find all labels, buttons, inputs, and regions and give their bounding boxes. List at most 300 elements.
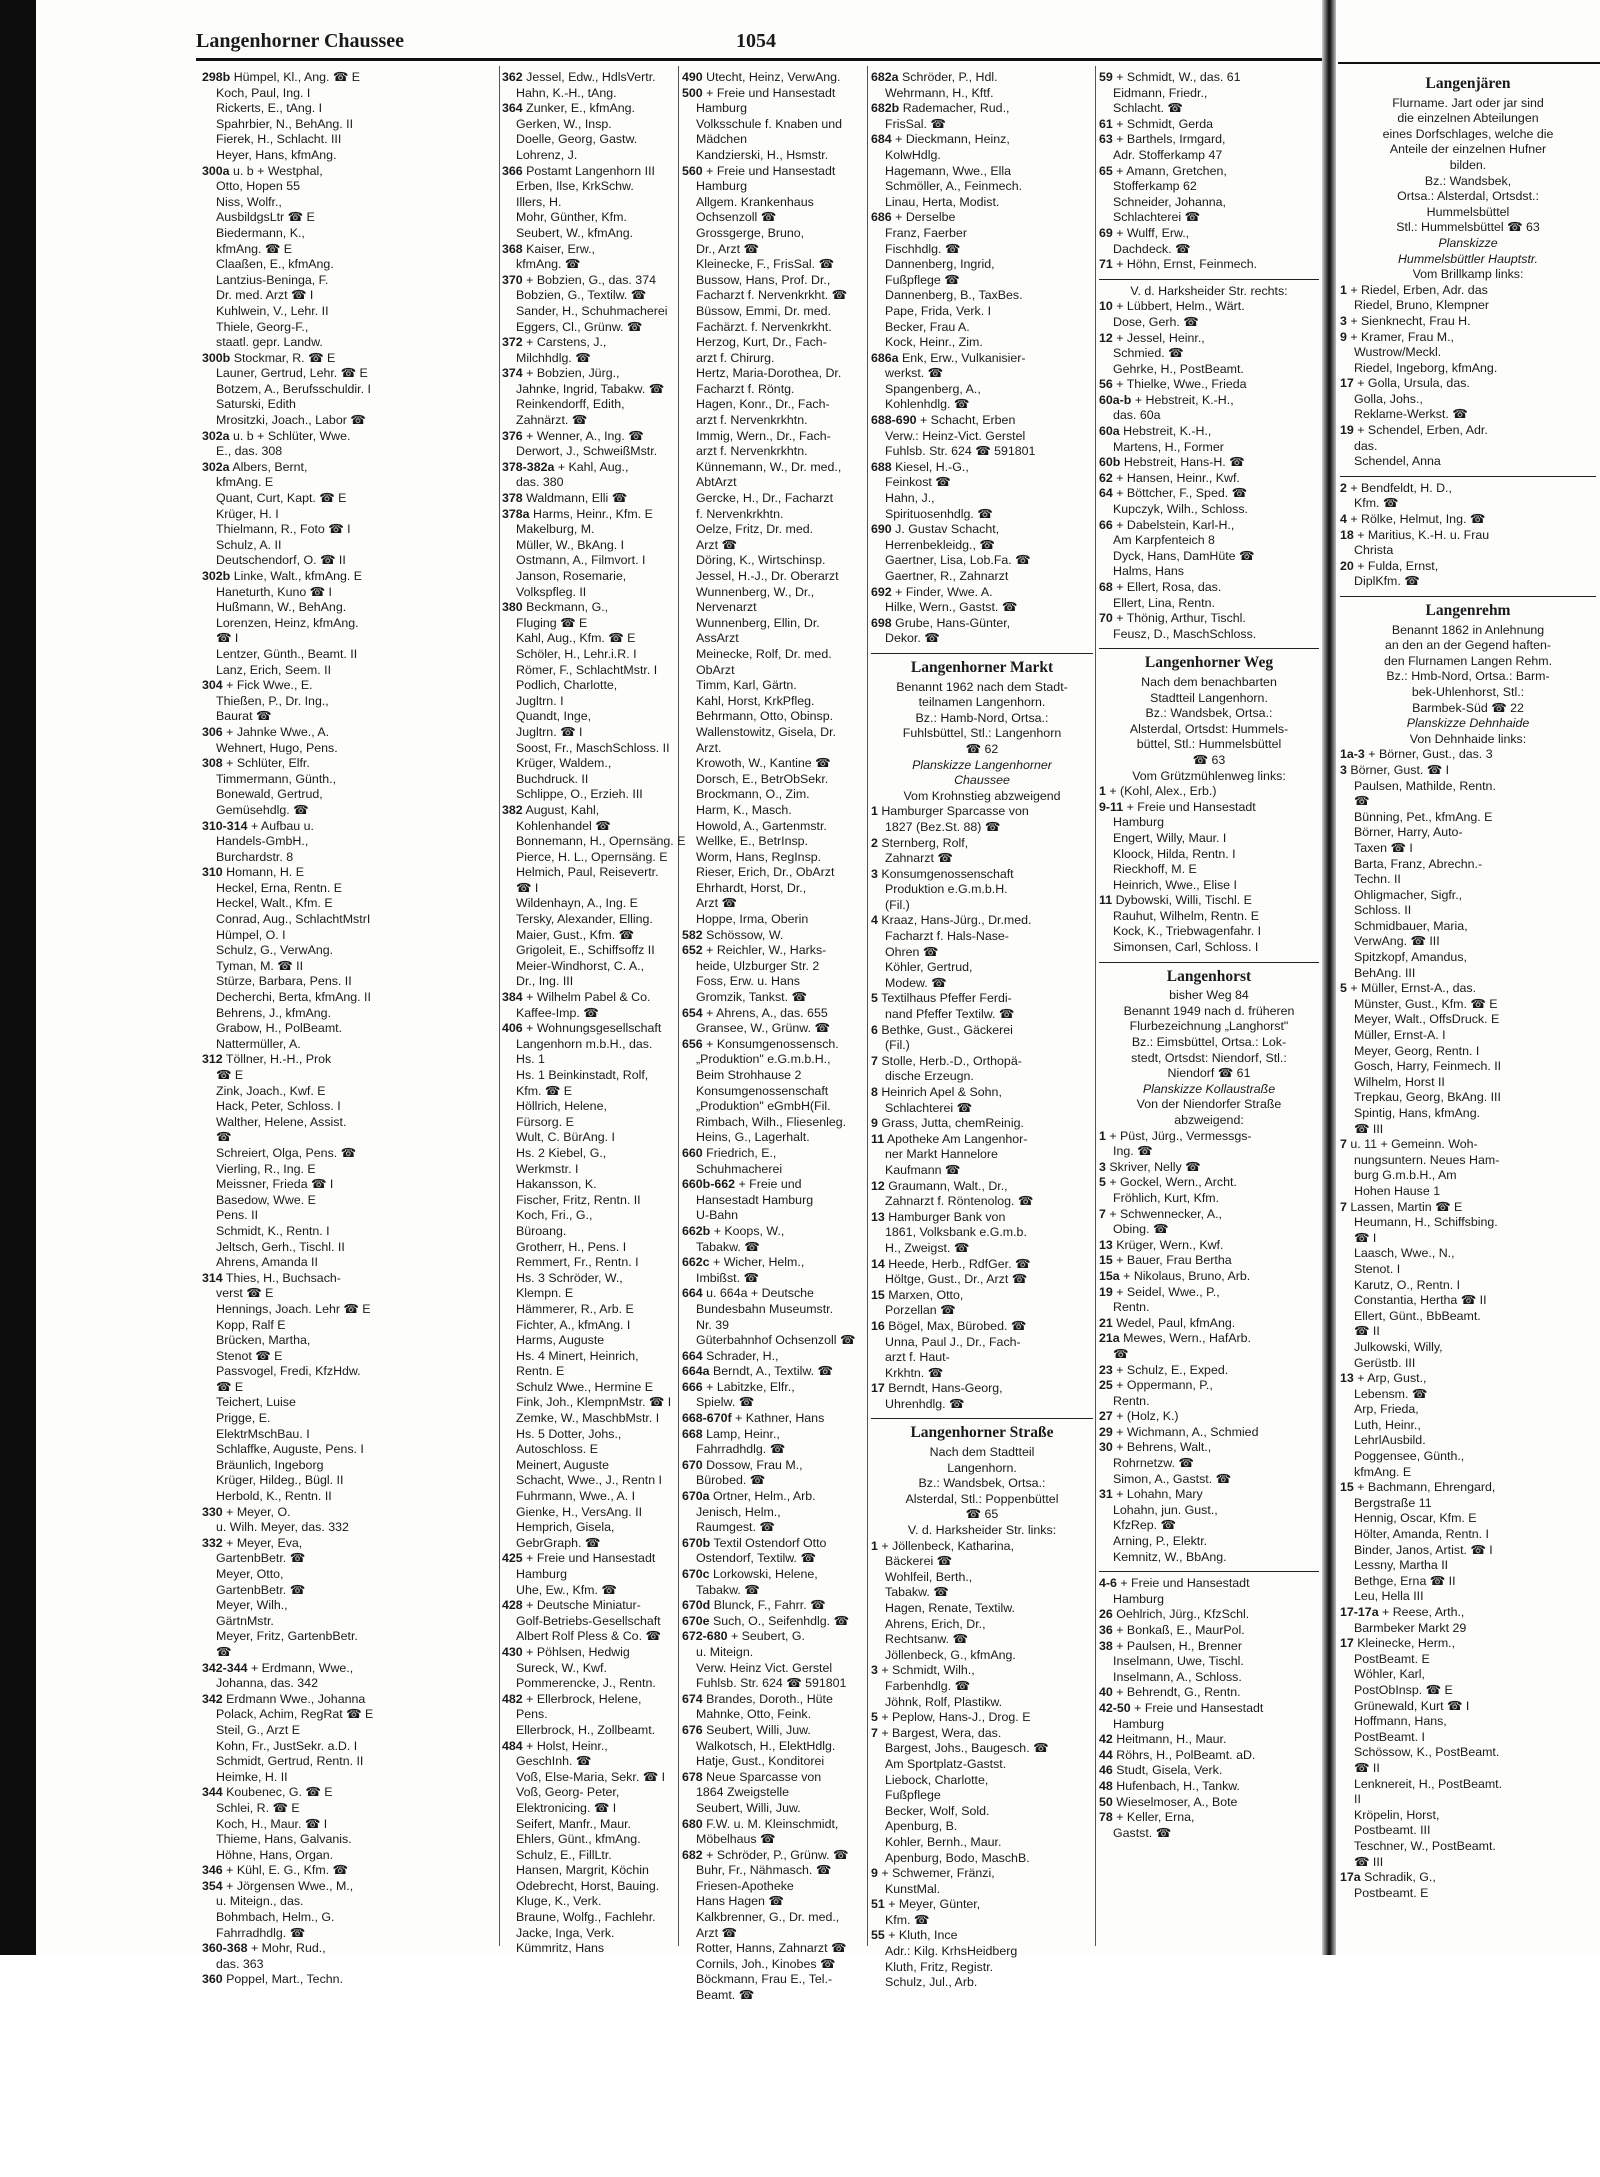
directory-entry — [682, 896, 865, 912]
directory-entry — [871, 976, 1093, 992]
entry-text: + Carstens, J., — [526, 335, 607, 350]
entry-text: Koch, Paul, Ing. I — [216, 85, 311, 100]
directory-entry — [1099, 195, 1319, 211]
house-number: 304 — [202, 678, 223, 693]
entry-text: ☎ E — [216, 1379, 244, 1394]
directory-entry — [1099, 1779, 1319, 1795]
directory-entry — [1099, 580, 1319, 596]
entry-text: + Freie und Hansestadt — [706, 163, 836, 178]
directory-entry — [682, 1115, 865, 1131]
directory-entry — [1099, 1300, 1319, 1316]
house-number: 686 — [871, 210, 892, 225]
entry-text: Spangenberg, A., — [885, 381, 981, 396]
directory-entry — [502, 210, 676, 226]
house-number: 8 — [871, 1085, 878, 1099]
directory-entry — [682, 1208, 865, 1224]
directory-entry — [871, 1975, 1093, 1991]
directory-entry — [871, 1397, 1093, 1413]
directory-entry — [682, 1926, 865, 1942]
house-number: 17 — [1340, 1636, 1354, 1651]
directory-entry — [682, 569, 865, 585]
directory-entry — [1340, 872, 1596, 888]
entry-text: Waldmann, Elli ☎ — [526, 491, 628, 506]
entry-text: Seubert, Willi, Juw. — [706, 1722, 811, 1737]
entry-text: Nattermüller, A. — [216, 1036, 301, 1051]
directory-entry — [1099, 86, 1319, 102]
directory-entry — [871, 1210, 1093, 1226]
entry-text: Enk, Erw., Vulkanisier- — [902, 350, 1026, 365]
directory-entry — [502, 195, 676, 211]
entry-text: Berndt, Hans-Georg, — [888, 1381, 1003, 1396]
directory-entry — [1099, 784, 1319, 800]
column-divider — [1095, 66, 1096, 1946]
entry-text: + Jöllenbeck, Katharina, — [881, 1538, 1014, 1553]
entry-text: Tyman, M. ☎ II — [216, 958, 304, 973]
directory-entry — [871, 1851, 1093, 1867]
entry-text: Thießen, P., Dr. Ing., — [216, 693, 329, 708]
directory-entry — [682, 1318, 865, 1334]
entry-text: Zahnarzt ☎ — [885, 851, 953, 866]
section-rule — [1340, 596, 1596, 597]
directory-entry — [1099, 346, 1319, 362]
entry-text: Kümmritz, Hans — [516, 1941, 605, 1956]
directory-entry — [682, 1333, 865, 1349]
directory-entry — [1340, 1839, 1596, 1855]
entry-text: Rickerts, E., tAng. I — [216, 101, 323, 116]
entry-text: Lohrenz, J. — [516, 147, 578, 162]
entry-text: Dose, Gerh. ☎ — [1113, 314, 1199, 329]
entry-text: DiplKfm. ☎ — [1354, 574, 1420, 589]
directory-entry — [202, 148, 496, 164]
entry-text: Thielmann, R., Foto ☎ I — [216, 522, 351, 537]
entry-text: Taxen ☎ I — [1354, 840, 1413, 855]
entry-text: Börner, Gust. ☎ I — [1350, 762, 1450, 777]
directory-entry — [502, 304, 676, 320]
entry-text: Schmied. ☎ — [1113, 346, 1184, 361]
directory-entry — [1099, 1394, 1319, 1410]
entry-text: Kohn, Fr., JustSekr. a.D. I — [216, 1738, 358, 1753]
directory-entry — [871, 1303, 1093, 1319]
entry-text: + Hebstreit, K.-H., — [1134, 392, 1234, 407]
house-number: 378 — [502, 491, 523, 506]
directory-entry — [202, 585, 496, 601]
directory-entry — [202, 1240, 496, 1256]
directory-entry — [202, 1442, 496, 1458]
entry-text: Grünewald, Kurt ☎ I — [1354, 1698, 1470, 1713]
directory-entry — [682, 1801, 865, 1817]
directory-entry — [202, 1364, 496, 1380]
street-note: Benannt 1862 in Anlehnung — [1391, 622, 1545, 637]
directory-entry — [1340, 1371, 1596, 1387]
directory-entry — [502, 351, 676, 367]
directory-entry — [871, 413, 1093, 429]
house-number: 370 — [502, 272, 523, 287]
entry-text: Kock, K., Triebwagenfahr. I — [1113, 924, 1262, 939]
entry-text: + Freie und — [738, 1177, 802, 1192]
entry-text: Saturski, Edith — [216, 397, 296, 412]
entry-text: Wehnert, Hugo, Pens. — [216, 740, 338, 755]
directory-entry — [1099, 800, 1319, 816]
entry-text: Walther, Helene, Assist. — [216, 1114, 347, 1129]
entry-text: + Erdmann, Wwe., — [250, 1660, 354, 1675]
plan-reference: Hummelsbüttler Hauptstr. — [1397, 251, 1538, 266]
entry-text: Albers, Bernt, — [232, 459, 308, 474]
house-number: 50 — [1099, 1794, 1113, 1809]
house-number: 60a-b — [1099, 392, 1132, 407]
entry-text: Steil, G., Arzt E — [216, 1722, 301, 1737]
entry-text: AssArzt — [696, 631, 739, 646]
entry-text: Stürze, Barbara, Pens. II — [216, 974, 352, 989]
entry-text: Münster, Gust., Kfm. ☎ E — [1354, 996, 1498, 1011]
street-note: Bz.: Hamb-Nord, Ortsa.: — [915, 710, 1049, 725]
entry-text: + Schwemer, Fränzi, — [881, 1866, 995, 1881]
entry-text: Voß, Else-Maria, Sekr. ☎ I — [516, 1769, 666, 1784]
directory-entry — [871, 1897, 1093, 1913]
column-4 — [871, 70, 1093, 1990]
entry-text: + Ellert, Rosa, das. — [1116, 580, 1222, 594]
entry-text: Pommerencke, J., Rentn. — [516, 1676, 656, 1691]
directory-entry — [1099, 1425, 1319, 1441]
directory-entry — [871, 1617, 1093, 1633]
entry-text: Fischhdlg. ☎ — [885, 241, 961, 256]
entry-text: + Schmidt, Wilh., — [881, 1663, 975, 1678]
house-number: 670c — [682, 1567, 710, 1581]
house-number: 5 — [871, 991, 878, 1006]
directory-entry — [871, 1757, 1093, 1773]
directory-entry — [1340, 1699, 1596, 1715]
directory-entry — [1340, 1153, 1596, 1169]
entry-text: Riedel, Bruno, Klempner — [1354, 298, 1489, 313]
directory-entry — [871, 117, 1093, 133]
house-number: 70 — [1099, 611, 1113, 626]
street-title: Langenrehm — [1425, 602, 1511, 619]
entry-text: Adr. Stofferkamp 47 — [1113, 147, 1223, 162]
directory-entry — [502, 1707, 676, 1723]
entry-text: Feinkost ☎ — [885, 475, 951, 490]
directory-entry — [1340, 1745, 1596, 1761]
entry-text: Elektronicing. ☎ I — [516, 1800, 617, 1815]
entry-text: + Pöhlsen, Hedwig — [526, 1644, 630, 1659]
directory-entry — [871, 585, 1093, 601]
directory-entry — [502, 1380, 676, 1396]
entry-text: Dachdeck. ☎ — [1113, 241, 1191, 256]
street-note: Vom Grützmühlenweg links: — [1132, 768, 1286, 783]
directory-entry — [1099, 1253, 1319, 1269]
directory-entry — [202, 1676, 496, 1692]
house-number: 59 — [1099, 70, 1113, 84]
entry-text: Heinrich Apel & Sohn, — [881, 1085, 1002, 1099]
entry-text: Spintig, Hans, kfmAng. — [1354, 1106, 1481, 1120]
directory-entry — [202, 1037, 496, 1053]
entry-text: ObArzt — [696, 662, 735, 677]
directory-entry — [871, 600, 1093, 616]
entry-text: Reklame-Werkst. ☎ — [1354, 407, 1468, 422]
house-number: 378a — [502, 506, 530, 521]
entry-text: Kahl, Aug., Kfm. ☎ E — [516, 631, 636, 646]
directory-entry — [871, 851, 1093, 867]
directory-entry — [202, 1395, 496, 1411]
directory-entry — [502, 522, 676, 538]
entry-text: Karutz, O., Rentn. I — [1354, 1277, 1461, 1292]
directory-entry — [682, 86, 865, 102]
directory-entry — [682, 1707, 865, 1723]
entry-text: Kleinecke, Herm., — [1357, 1636, 1456, 1651]
column-divider — [867, 66, 868, 1946]
directory-entry — [1340, 1683, 1596, 1699]
entry-text: + Thönig, Arthur, Tischl. — [1116, 611, 1246, 626]
directory-entry — [502, 1785, 676, 1801]
entry-text: Riedel, Ingeborg, kfmAng. — [1354, 360, 1498, 375]
entry-text: 1864 Zweigstelle — [696, 1785, 789, 1800]
entry-text: Janson, Rosemarie, — [516, 569, 627, 583]
directory-entry — [1099, 1534, 1319, 1550]
street-note: Niendorf ☎ 61 — [1167, 1066, 1251, 1081]
directory-entry — [871, 1679, 1093, 1695]
directory-entry — [202, 522, 496, 538]
directory-entry — [871, 836, 1093, 852]
entry-text: Rechtsanw. ☎ — [885, 1632, 968, 1647]
entry-text: das. 60a — [1113, 408, 1161, 423]
entry-text: Unna, Paul J., Dr., Fach- — [885, 1334, 1021, 1349]
entry-text: Herzog, Kurt, Dr., Fach- — [696, 335, 827, 350]
directory-entry — [502, 865, 676, 881]
entry-text: Lentzer, Günth., Beamt. II — [216, 646, 358, 661]
directory-entry — [502, 850, 676, 866]
entry-text: + Freie und Hansestadt — [1134, 1700, 1264, 1715]
entry-text: Braune, Wolfg., Fachlehr. — [516, 1910, 656, 1925]
entry-text: Fachärzt. f. Nervenkrkht. — [696, 319, 832, 334]
entry-text: nand Pfeffer Textilw. ☎ — [885, 1007, 1015, 1022]
directory-entry — [502, 1208, 676, 1224]
house-number: 12 — [871, 1178, 885, 1193]
house-number: 60a — [1099, 424, 1120, 439]
entry-text: Ellerbrock, H., Zollbeamt. — [516, 1722, 656, 1737]
directory-entry — [1340, 1496, 1596, 1512]
entry-text: + Peplow, Hans-J., Drog. E — [881, 1710, 1031, 1725]
house-number: 42-50 — [1099, 1700, 1131, 1715]
street-note: Nach dem benachbarten — [1141, 674, 1277, 689]
directory-entry — [1340, 1543, 1596, 1559]
directory-entry — [1099, 1316, 1319, 1332]
entry-text: Gromzik, Tankst. ☎ — [696, 990, 807, 1005]
entry-text: arzt f. Chirurg. — [696, 350, 775, 365]
directory-entry — [682, 475, 865, 491]
directory-entry — [1099, 924, 1319, 940]
entry-text: Kiesel, H.-G., — [895, 459, 969, 474]
directory-entry — [1340, 981, 1596, 997]
street-note: bek-Uhlenhorst, Stl.: — [1411, 684, 1525, 699]
house-number: 1 — [871, 804, 878, 819]
entry-text: Howold, A., Gartenmstr. — [696, 818, 827, 833]
directory-entry — [202, 164, 496, 180]
house-number: 342-344 — [202, 1660, 248, 1675]
house-number: 46 — [1099, 1763, 1113, 1778]
house-number: 664a — [682, 1364, 710, 1379]
entry-text: + Hansen, Heinr., Kwf. — [1116, 470, 1240, 485]
house-number: 298b — [202, 70, 231, 84]
entry-text: Blunck, F., Fahrr. ☎ — [713, 1598, 826, 1613]
entry-text: Hamburg — [696, 101, 747, 116]
street-note: ☎ 62 — [965, 741, 999, 756]
directory-entry — [682, 850, 865, 866]
entry-text: Arzt ☎ — [696, 537, 737, 552]
entry-text: werkst. ☎ — [885, 366, 944, 381]
house-number: 344 — [202, 1785, 223, 1800]
directory-entry — [871, 507, 1093, 523]
directory-entry — [1340, 543, 1596, 559]
entry-text: + Meyer, Günter, — [888, 1897, 981, 1912]
entry-text: Brücken, Martha, — [216, 1333, 311, 1348]
directory-entry — [682, 460, 865, 476]
entry-text: + Ellerbrock, Helene, — [526, 1691, 642, 1706]
directory-entry — [202, 741, 496, 757]
directory-entry — [682, 1692, 865, 1708]
entry-text: Fluging ☎ E — [516, 615, 588, 630]
directory-entry — [682, 397, 865, 413]
entry-text: Handels-GmbH., — [216, 834, 309, 849]
directory-entry — [1340, 454, 1596, 470]
directory-entry — [682, 320, 865, 336]
house-number: 2 — [1340, 480, 1347, 495]
street-note: abzweigend: — [1174, 1113, 1244, 1127]
entry-text: Facharzt f. Röntg. — [696, 381, 795, 396]
house-number: 330 — [202, 1504, 223, 1519]
directory-entry — [202, 117, 496, 133]
entry-text: Höllrich, Helene, — [516, 1099, 607, 1114]
entry-text: Kfm. ☎ — [885, 1912, 930, 1927]
directory-entry — [682, 1068, 865, 1084]
entry-text: Langenhorn m.b.H., das. — [516, 1036, 653, 1051]
column-divider — [499, 66, 500, 1946]
entry-text: Kahl, Horst, KrkPfleg. — [696, 693, 815, 708]
entry-text: Rauhut, Wilhelm, Rentn. E — [1113, 908, 1259, 923]
directory-entry — [202, 1661, 496, 1677]
entry-text: Textil Ostendorf Otto — [713, 1535, 827, 1550]
directory-entry — [871, 1960, 1093, 1976]
entry-text: Inselmann, Uwe, Tischl. — [1113, 1654, 1244, 1669]
street-note: Nach dem Stadtteil — [929, 1445, 1035, 1460]
directory-entry — [1340, 439, 1596, 455]
entry-text: ☎ — [216, 1644, 232, 1659]
entry-text: Lassen, Martin ☎ E — [1350, 1199, 1463, 1214]
entry-text: Mahnke, Otto, Feink. — [696, 1707, 812, 1722]
entry-text: Hamburger Sparcasse von — [881, 804, 1029, 819]
directory-entry — [202, 1879, 496, 1895]
column-1 — [202, 70, 496, 1987]
house-number: 668-670f — [682, 1411, 732, 1426]
house-number: 500 — [682, 85, 703, 100]
entry-text: Hämmerer, R., Arb. E — [516, 1301, 634, 1316]
page-header — [196, 26, 1318, 56]
directory-entry — [1099, 242, 1319, 258]
entry-text: Dr., Arzt ☎ — [696, 241, 759, 256]
entry-text: Stockmar, R. ☎ E — [233, 350, 336, 365]
directory-entry — [682, 226, 865, 242]
entry-text: Lantzius-Beninga, F. — [216, 272, 329, 287]
directory-entry — [682, 881, 865, 897]
directory-entry — [502, 959, 676, 975]
house-number: 69 — [1099, 225, 1113, 240]
directory-entry — [682, 1099, 865, 1115]
entry-text: Paulsen, Mathilde, Rentn. — [1354, 778, 1496, 793]
directory-entry — [1099, 1285, 1319, 1301]
entry-text: Milchhdlg. ☎ — [516, 350, 591, 365]
directory-entry — [502, 70, 676, 86]
entry-text: Schulz, G., VerwAng. — [216, 943, 334, 958]
entry-text: + Wichmann, A., Schmied — [1116, 1424, 1259, 1439]
directory-entry — [502, 1567, 676, 1583]
entry-text: Dyck, Hans, DamHüte ☎ — [1113, 548, 1255, 563]
entry-text: ☎ II — [1354, 1760, 1380, 1775]
entry-text: Gerken, W., Insp. — [516, 116, 612, 131]
plan-reference: Planskizze Dehnhaide — [1406, 716, 1530, 731]
directory-entry — [202, 1130, 496, 1146]
directory-entry — [502, 1801, 676, 1817]
entry-text: Odebrecht, Horst, Bauing. — [516, 1878, 660, 1893]
directory-entry — [682, 1863, 865, 1879]
house-number: 688-690 — [871, 413, 917, 428]
entry-text: Güterbahnhof Ochsenzoll ☎ — [696, 1333, 856, 1348]
entry-text: Konsumgenossenschaft — [696, 1083, 829, 1098]
directory-entry — [1340, 1278, 1596, 1294]
street-note: büttel, Stl.: Hummelsbüttel — [1136, 737, 1282, 752]
entry-text: Fahrradhdlg. ☎ — [216, 1925, 306, 1940]
entry-text: Nr. 39 — [696, 1317, 730, 1332]
entry-text: Gerüstb. III — [1354, 1355, 1416, 1370]
house-number: 61 — [1099, 116, 1113, 131]
directory-entry — [1340, 283, 1596, 299]
entry-text: + Bonkaß, E., MaurPol. — [1116, 1623, 1245, 1637]
entry-text: + Bendfeldt, H. D., — [1350, 480, 1452, 495]
directory-entry — [202, 1052, 496, 1068]
house-number: 676 — [682, 1722, 703, 1737]
entry-text: „Produktion" e.G.m.b.H., — [696, 1052, 831, 1067]
directory-entry — [202, 1645, 496, 1661]
entry-text: Mrositzki, Joach., Labor ☎ — [216, 413, 366, 428]
directory-entry — [502, 1583, 676, 1599]
entry-text: + Bargest, Wera, das. — [881, 1725, 1002, 1740]
directory-entry — [1340, 1527, 1596, 1543]
house-number: 668 — [682, 1426, 703, 1441]
directory-entry — [502, 1910, 676, 1926]
directory-entry — [1340, 559, 1596, 575]
directory-entry — [1099, 1503, 1319, 1519]
house-number: 314 — [202, 1270, 223, 1285]
directory-entry — [1340, 1215, 1596, 1231]
directory-entry — [1099, 1129, 1319, 1145]
entry-text: Hagen, Konr., Dr., Fach- — [696, 397, 830, 412]
entry-text: Schöler, H., Lehr.i.R. I — [516, 646, 637, 661]
house-number: 9 — [1340, 329, 1347, 344]
directory-entry — [1099, 1160, 1319, 1176]
entry-text: Kaffee-Imp. ☎ — [516, 1005, 599, 1020]
entry-text: Schulz, Jul., Arb. — [885, 1975, 978, 1990]
entry-text: Hamburg — [516, 1567, 567, 1581]
house-number: 25 — [1099, 1378, 1113, 1393]
directory-entry — [202, 1723, 496, 1739]
directory-entry — [502, 335, 676, 351]
entry-text: kfmAng. E — [1354, 1464, 1412, 1479]
entry-text: PostBeamt. I — [1354, 1729, 1425, 1744]
entry-text: Heitmann, H., Maur. — [1116, 1732, 1227, 1747]
entry-text: Linau, Herta, Modist. — [885, 194, 1000, 209]
directory-entry — [1340, 1808, 1596, 1824]
entry-text: AbtArzt — [696, 475, 737, 490]
directory-entry — [682, 600, 865, 616]
directory-entry — [1340, 779, 1596, 795]
directory-entry — [1340, 1823, 1596, 1839]
entry-text: Wohlfeil, Berth., — [885, 1569, 973, 1584]
